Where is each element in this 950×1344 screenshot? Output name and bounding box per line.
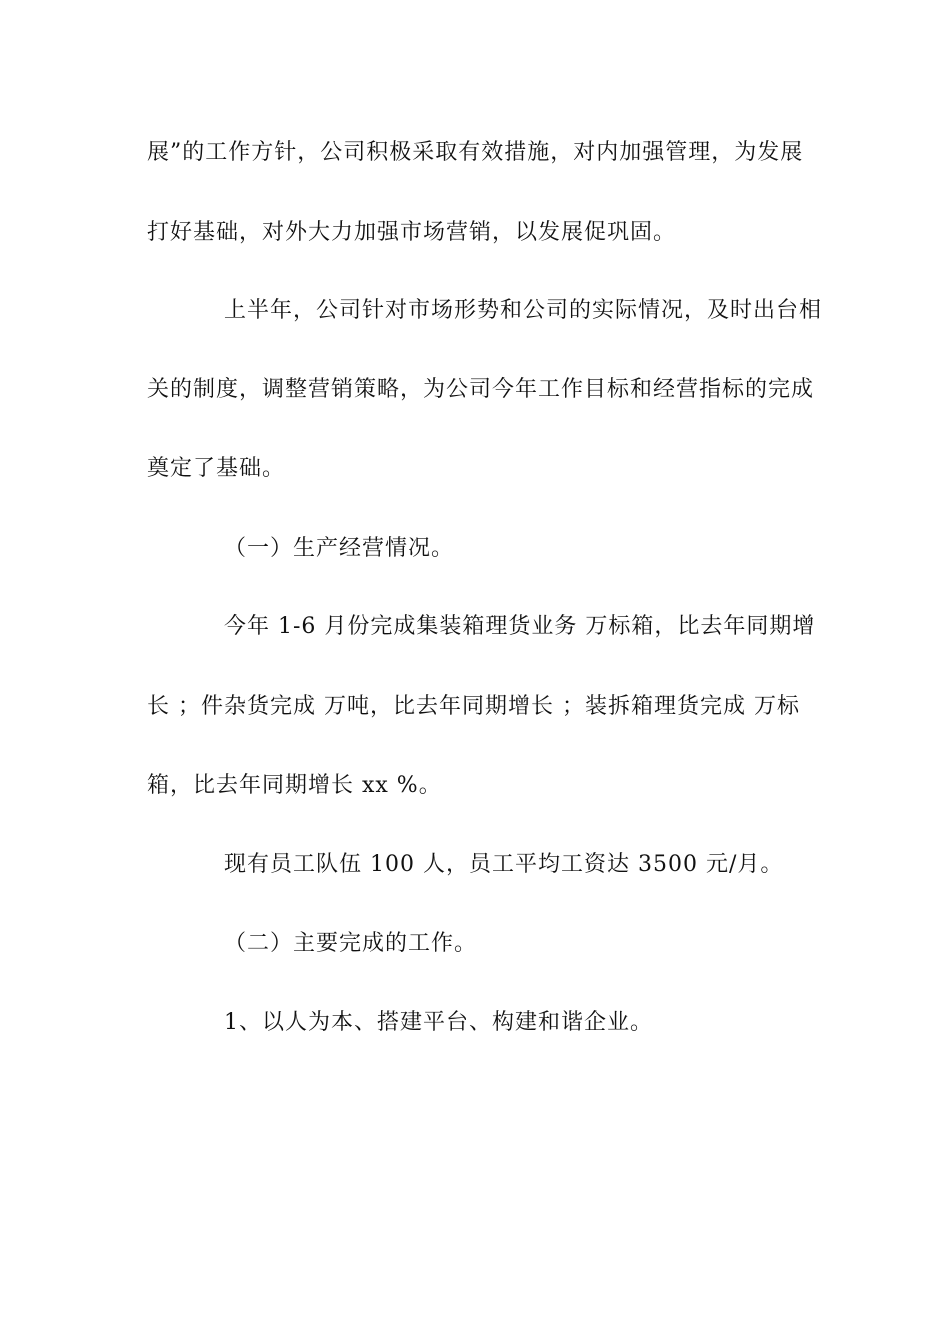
paragraph-line: 上半年，公司针对市场形势和公司的实际情况，及时出台相 bbox=[224, 298, 823, 323]
paragraph-line: 展”的工作方针，公司积极采取有效措施，对内加强管理，为发展 bbox=[147, 140, 804, 165]
list-item: 1、以人为本、搭建平台、构建和谐企业。 bbox=[224, 1010, 653, 1035]
paragraph-line: 今年 1-6 月份完成集装箱理货业务 万标箱，比去年同期增 bbox=[224, 614, 816, 639]
paragraph-line: 关的制度，调整营销策略，为公司今年工作目标和经营指标的完成 bbox=[147, 377, 815, 402]
paragraph-line: 奠定了基础。 bbox=[147, 456, 286, 481]
section-heading: （二）主要完成的工作。 bbox=[224, 931, 478, 956]
paragraph-line: 箱，比去年同期增长 xx %。 bbox=[147, 773, 442, 798]
section-heading: （一）生产经营情况。 bbox=[224, 536, 455, 561]
paragraph-line: 长 ；件杂货完成 万吨，比去年同期增长 ；装拆箱理货完成 万标 bbox=[147, 694, 800, 719]
paragraph-line: 现有员工队伍 100 人，员工平均工资达 3500 元/月。 bbox=[224, 852, 784, 877]
paragraph-line: 打好基础，对外大力加强市场营销，以发展促巩固。 bbox=[147, 220, 677, 245]
